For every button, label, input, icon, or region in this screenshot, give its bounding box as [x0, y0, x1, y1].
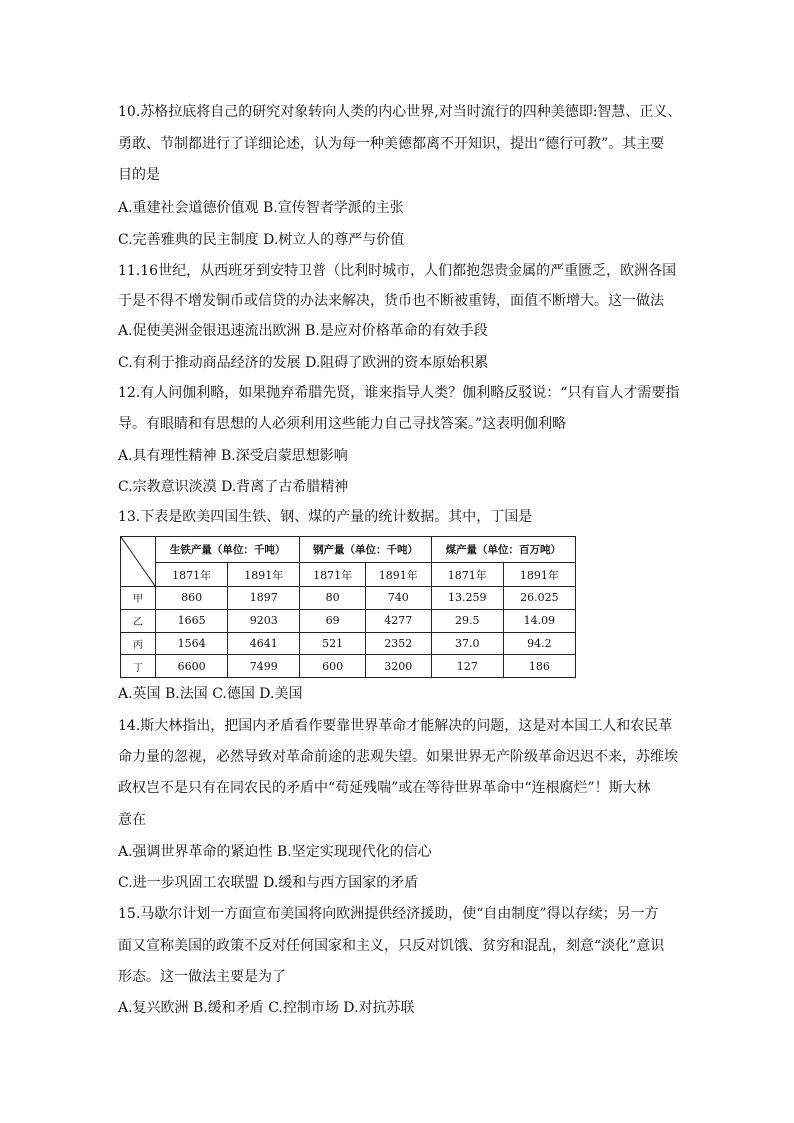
- table-corner-cell: [121, 537, 156, 587]
- table-row: [121, 655, 576, 678]
- q15-stem-line3: 形态。这一做法主要是为了: [118, 969, 286, 985]
- header-iron: 生铁产量（单位：千吨）: [156, 537, 300, 563]
- table-cell: 13.259: [431, 587, 503, 610]
- table-cell: 1665: [156, 609, 228, 632]
- table-cell: 1897: [228, 587, 300, 610]
- production-table: [120, 536, 576, 678]
- q11-stem-line2: 于是不得不增发铜币或信贷的办法来解决，货币也不断被重铸，面值不断增大。这一做法: [118, 293, 664, 309]
- table-cell: 186: [503, 655, 575, 678]
- table-cell: 600: [300, 655, 366, 678]
- year-cell: 1891年: [503, 563, 575, 587]
- q10-options-cd: C.完善雅典的民主制度 D.树立人的尊严与价值: [118, 232, 405, 248]
- q11-stem-line1: 11.16世纪，从西班牙到安特卫普（比利时城市，人们都抱怨贵金属的严重匮乏，欧洲各国: [118, 263, 677, 279]
- q13-options: A.英国 B.法国 C.德国 D.美国: [118, 686, 303, 702]
- year-cell: 1891年: [365, 563, 431, 587]
- table-cell: 69: [300, 609, 366, 632]
- table-cell: 4641: [228, 632, 300, 655]
- table-cell: 3200: [365, 655, 431, 678]
- year-cell: 1871年: [300, 563, 366, 587]
- row-label: 乙: [121, 609, 156, 632]
- q14-stem-line4: 意在: [118, 812, 146, 828]
- table-cell: 29.5: [431, 609, 503, 632]
- q10-stem-line3: 目的是: [118, 167, 160, 183]
- header-coal: 煤产量（单位：百万吨）: [431, 537, 575, 563]
- q14-stem-line1: 14.斯大林指出，把国内矛盾看作要靠世界革命才能解决的问题，这是对本国工人和农民革: [118, 718, 673, 734]
- diagonal-line-icon: [121, 537, 155, 586]
- table-cell: 521: [300, 632, 366, 655]
- table-cell: 127: [431, 655, 503, 678]
- table-cell: 37.0: [431, 632, 503, 655]
- table-cell: 7499: [228, 655, 300, 678]
- q13-stem: 13.下表是欧美四国生铁、钢、煤的产量的统计数据。其中，丁国是: [118, 509, 533, 525]
- year-cell: 1871年: [431, 563, 503, 587]
- q14-options-cd: C.进一步巩固工农联盟 D.缓和与西方国家的矛盾: [118, 875, 419, 891]
- table-cell: 14.09: [503, 609, 575, 632]
- q14-options-ab: A.强调世界革命的紧迫性 B.坚定实现现代化的信心: [118, 844, 432, 860]
- q12-options-cd: C.宗教意识淡漠 D.背离了古希腊精神: [118, 479, 349, 495]
- table-row: [121, 587, 576, 610]
- row-label: 丁: [121, 655, 156, 678]
- table-cell: 1564: [156, 632, 228, 655]
- q15-options: A.复兴欧洲 B.缓和矛盾 C.控制市场 D.对抗苏联: [118, 1000, 415, 1016]
- q14-stem-line3: 政权岂不是只有在同农民的矛盾中“苟延残喘”或在等待世界革命中“连根腐烂”！斯大林: [118, 780, 651, 796]
- q10-stem-line2: 勇敢、节制都进行了详细论述，认为每一种美德都离不开知识，提出“德行可教”。其主要: [118, 136, 665, 152]
- table-cell: 80: [300, 587, 366, 610]
- table-row: [121, 609, 576, 632]
- q10-stem-line1: 10.苏格拉底将自己的研究对象转向人类的内心世界,对当时流行的四种美德即:智慧、正义、: [118, 104, 682, 120]
- row-label: 丙: [121, 632, 156, 655]
- q12-stem-line1: 12.有人问伽利略，如果抛弃希腊先贤，谁来指导人类？伽利略反驳说：“只有盲人才需要指: [118, 385, 680, 401]
- table-row: [121, 632, 576, 655]
- q10-options-ab: A.重建社会道德价值观 B.宣传智者学派的主张: [118, 200, 404, 216]
- table-cell: 26.025: [503, 587, 575, 610]
- table-cell: 9203: [228, 609, 300, 632]
- q12-stem-line2: 导。有眼睛和有思想的人必须利用这些能力自己寻找答案。”这表明伽利略: [118, 416, 567, 432]
- row-label: 甲: [121, 587, 156, 610]
- year-cell: 1891年: [228, 563, 300, 587]
- table-cell: 4277: [365, 609, 431, 632]
- header-steel: 钢产量（单位：千吨）: [300, 537, 431, 563]
- q12-options-ab: A.具有理性精神 B.深受启蒙思想影响: [118, 448, 348, 464]
- q15-stem-line1: 15.马歇尔计划一方面宣布美国将向欧洲提供经济援助，使“自由制度”得以存续；另一方: [118, 906, 659, 922]
- table-cell: 740: [365, 587, 431, 610]
- year-cell: 1871年: [156, 563, 228, 587]
- table-cell: 94.2: [503, 632, 575, 655]
- table-cell: 2352: [365, 632, 431, 655]
- q11-options-ab: A.促使美洲金银迅速流出欧洲 B.是应对价格革命的有效手段: [118, 323, 488, 339]
- q15-stem-line2: 面又宣称美国的政策不反对任何国家和主义，只反对饥饿、贫穷和混乱，刻意“淡化”意识: [118, 938, 665, 954]
- table-cell: 6600: [156, 655, 228, 678]
- q11-options-cd: C.有利于推动商品经济的发展 D.阻碍了欧洲的资本原始积累: [118, 355, 489, 371]
- table-cell: 860: [156, 587, 228, 610]
- q14-stem-line2: 命力量的忽视，必然导致对革命前途的悲观失望。如果世界无产阶级革命迟迟不来，苏维埃: [118, 749, 678, 765]
